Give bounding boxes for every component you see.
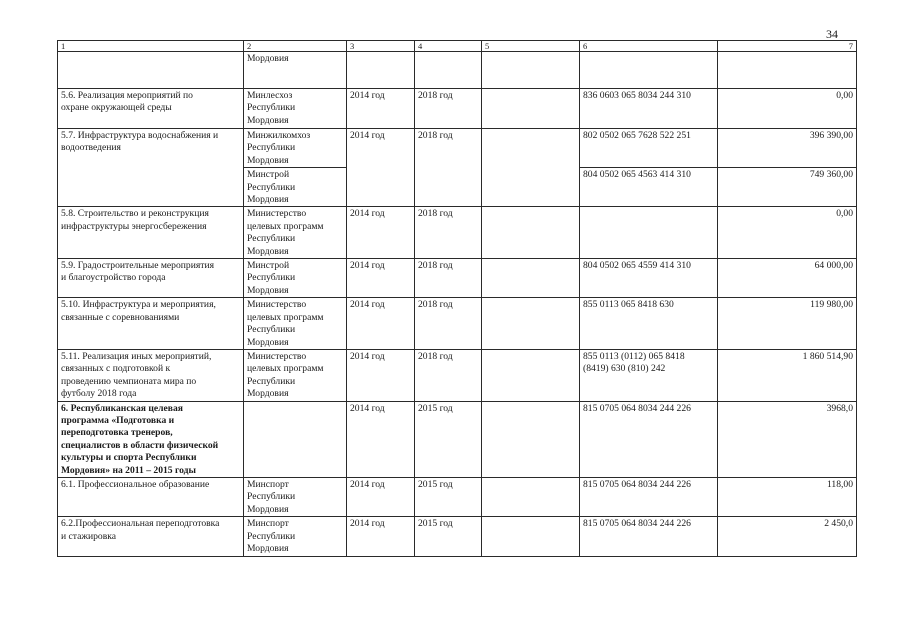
amount-cell: 64 000,00 [718,259,857,298]
amount-cell [718,52,857,89]
end-year-cell: 2015 год [415,401,482,477]
column-number-row [58,41,857,52]
empty-cell [482,52,580,89]
measure-cell: 5.6. Реализация мероприятий по охране окружающей среды [58,89,244,129]
empty-cell [482,89,580,129]
measure-cell: 5.9. Градостроительные мероприятия и благоустройство города [58,259,244,298]
table-row [58,477,857,516]
start-year-cell: 2014 год [347,298,415,350]
budget-code-cell [580,52,718,89]
start-year-cell: 2014 год [347,517,415,557]
start-year-cell: 2014 год [347,259,415,298]
budget-code-cell [580,207,718,259]
column-header: 7 [718,41,857,52]
executor-cell: Минстрой Республики Мордовия [244,259,347,298]
executor-cell: Минлесхоз Республики Мордовия [244,89,347,129]
amount-cell: 0,00 [718,89,857,129]
end-year-cell: 2015 год [415,477,482,516]
measure-cell: 5.7. Инфраструктура водоснабжения и водоотведения [58,129,244,207]
table-row [58,207,857,259]
measure-cell: 5.8. Строительство и реконструкция инфраструктуры энергосбережения [58,207,244,259]
empty-cell [482,129,580,207]
column-header: 3 [347,41,415,52]
empty-cell [482,477,580,516]
empty-cell [482,259,580,298]
amount-cell: 396 390,00 [718,129,857,168]
table-row [58,89,857,129]
amount-cell: 0,00 [718,207,857,259]
start-year-cell [347,52,415,89]
amount-cell: 118,00 [718,477,857,516]
budget-code-cell: 855 0113 065 8418 630 [580,298,718,350]
empty-cell [482,207,580,259]
budget-code-cell: 815 0705 064 8034 244 226 [580,517,718,557]
start-year-cell: 2014 год [347,89,415,129]
column-header: 5 [482,41,580,52]
amount-cell: 1 860 514,90 [718,349,857,401]
end-year-cell: 2018 год [415,349,482,401]
executor-cell: Министерство целевых программ Республики Мордовия [244,349,347,401]
end-year-cell: 2018 год [415,259,482,298]
start-year-cell: 2014 год [347,349,415,401]
end-year-cell [415,52,482,89]
measure-cell: 5.11. Реализация иных мероприятий, связанных с подготовкой к проведению чемпионата мира по футболу 2018 года [58,349,244,401]
executor-cell: Минжилкомхоз Республики Мордовия [244,129,347,168]
column-header: 4 [415,41,482,52]
start-year-cell: 2014 год [347,401,415,477]
table-row [58,129,857,168]
table-row [58,52,857,89]
executor-cell: Министерство целевых программ Республики Мордовия [244,207,347,259]
budget-code-cell: 815 0705 064 8034 244 226 [580,477,718,516]
budget-code-cell: 802 0502 065 7628 522 251 [580,129,718,168]
empty-cell [482,298,580,350]
end-year-cell: 2018 год [415,129,482,207]
measure-cell: 5.10. Инфраструктура и мероприятия, связанные с соревнованиями [58,298,244,350]
end-year-cell: 2018 год [415,89,482,129]
measure-cell: 6.1. Профессиональное образование [58,477,244,516]
end-year-cell: 2018 год [415,207,482,259]
column-header: 6 [580,41,718,52]
amount-cell: 2 450,0 [718,517,857,557]
table-row [58,298,857,350]
table-row [58,349,857,401]
table-row [58,401,857,477]
executor-cell: Минспорт Республики Мордовия [244,517,347,557]
column-header: 1 [58,41,244,52]
empty-cell [482,517,580,557]
start-year-cell: 2014 год [347,477,415,516]
budget-code-cell: 804 0502 065 4563 414 310 [580,168,718,207]
executor-cell [244,401,347,477]
measure-cell [58,52,244,89]
budget-table [57,40,857,557]
end-year-cell: 2018 год [415,298,482,350]
empty-cell [482,349,580,401]
executor-cell: Министерство целевых программ Республики Мордовия [244,298,347,350]
amount-cell: 119 980,00 [718,298,857,350]
start-year-cell: 2014 год [347,207,415,259]
budget-code-cell: 855 0113 (0112) 065 8418 (8419) 630 (810) 242 [580,349,718,401]
executor-cell: Мордовия [244,52,347,89]
start-year-cell: 2014 год [347,129,415,207]
empty-cell [482,401,580,477]
executor-cell: Минстрой Республики Мордовия [244,168,347,207]
amount-cell: 749 360,00 [718,168,857,207]
page-number: 34 [826,27,838,41]
budget-code-cell: 836 0603 065 8034 244 310 [580,89,718,129]
table-row [58,517,857,557]
program-title-cell: 6. Республиканская целевая программа «Подготовка и переподготовка тренеров, специалистов в области физической культуры и спорта Республики Мордовия» на 2011 – 2015 годы [58,401,244,477]
amount-cell: 3968,0 [718,401,857,477]
executor-cell: Минспорт Республики Мордовия [244,477,347,516]
end-year-cell: 2015 год [415,517,482,557]
measure-cell: 6.2.Профессиональная переподготовка и стажировка [58,517,244,557]
column-header: 2 [244,41,347,52]
budget-code-cell: 804 0502 065 4559 414 310 [580,259,718,298]
budget-code-cell: 815 0705 064 8034 244 226 [580,401,718,477]
table-row [58,259,857,298]
